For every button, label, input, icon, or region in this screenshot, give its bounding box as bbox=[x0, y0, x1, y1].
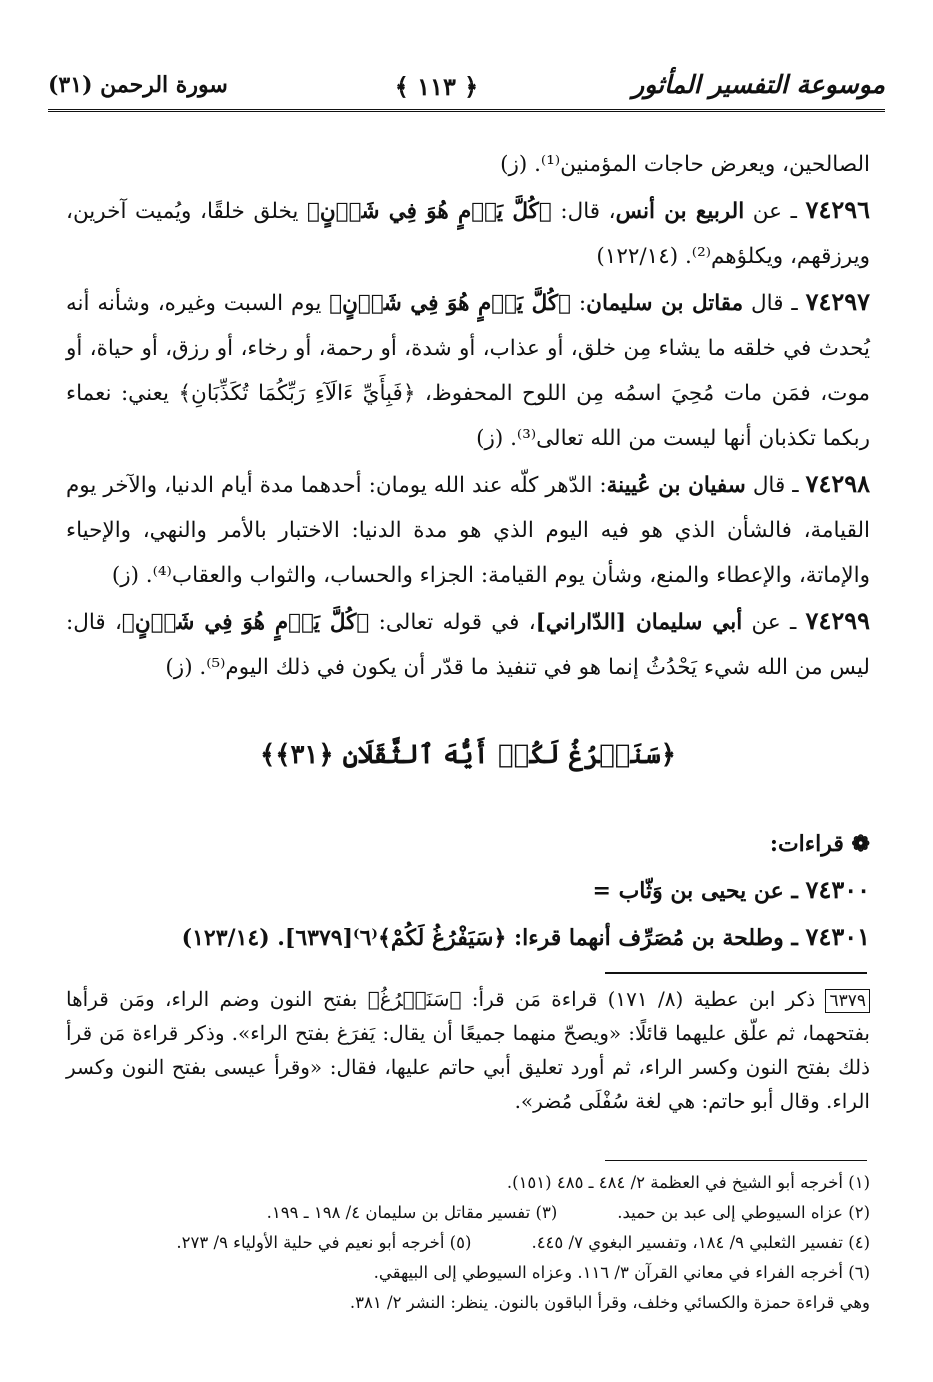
footnote: (٥) أخرجه أبو نعيم في حلية الأولياء ٩/ ٢٧٣. bbox=[176, 1233, 472, 1252]
narration-74299: ٧٤٢٩٩ ـ عن أبي سليمان [الدّاراني]، في قوله تعالى: ﴿كُلَّ يَوۡمٍ هُوَ فِي شَأۡنٍ﴾، قال: ليس من الله شيء يَحْدُثُ إنما هو في تنفيذ ما قدّر أن يكون في ذلك اليوم⁽⁵⁾. (ز) bbox=[66, 606, 870, 680]
note-separator bbox=[605, 972, 867, 974]
header-rule bbox=[48, 109, 885, 112]
page-number: ﴿ ١١٣ ﴾ bbox=[394, 72, 479, 101]
narration-74296: ٧٤٢٩٦ ـ عن الربيع بن أنس، قال: ﴿كُلَّ يَوۡمٍ هُوَ فِي شَأۡنٍ﴾ يخلق خلقًا، ويُميت آخرين، ويرزقهم، ويكلؤهم⁽²⁾. (١٢٢/١٤) bbox=[66, 195, 870, 269]
note-number-box: ٦٣٧٩ bbox=[825, 989, 870, 1013]
page-header bbox=[48, 64, 885, 114]
footnote: (٤) تفسير الثعلبي ٩/ ١٨٤، وتفسير البغوي ٧/ ٤٤٥. bbox=[531, 1233, 870, 1252]
quran-verse: ﴿سَنَفۡرُغُ لَكُمۡ أَيُّهَ ٱلثَّقَلَانِ ﴿٣١﴾﴾ bbox=[259, 740, 676, 770]
main-text bbox=[66, 142, 870, 690]
narration-74298: ٧٤٢٩٨ ـ قال سفيان بن عُيينة: الدّهر كلّه عند الله يومان: أحدهما مدة أيام الدنيا، والآخر يوم القيامة، فالشأن الذي هو فيه اليوم الذي هو مدة الدنيا: الاختبار بالأمر والنهي، والإحياء والإماتة، والإعطاء والمنع، وشأن يوم القيامة: الجزاء والحساب، والثواب والعقاب⁽⁴⁾. (ز) bbox=[66, 469, 870, 588]
editor-note: ٦٣٧٩ ذكر ابن عطية (٨/ ١٧١) قراءة مَن قرأ: ﴿سَنَفۡرُغُ﴾ بفتح النون وضم الراء، ومَن قرأها بفتحهما، ثم علّق عليهما قائلًا: «ويصحّ منهما جميعًا أن يقال: يَفرَغ بفتح الراء». وذكر قراءة مَن قرأ ذلك بفتح النون وكسر الراء، ثم أورد تعليق أبي حاتم عليها، فقال: «وقرأ عيسى بفتح النون وكسر الراء. وقال أبو حاتم: هي لغة سُفْلَى مُضر». bbox=[66, 987, 870, 1113]
book-title: موسوعة التفسير المأثور bbox=[632, 70, 885, 99]
footnote: وهي قراءة حمزة والكسائي وخلف، وقرأ الباقون بالنون. ينظر: النشر ٢/ ٣٨١. bbox=[349, 1293, 870, 1312]
footnote: (٣) تفسير مقاتل بن سليمان ٤/ ١٩٨ ـ ١٩٩. bbox=[266, 1203, 558, 1222]
qiraat-section bbox=[66, 822, 870, 961]
paragraph: الصالحين، ويعرض حاجات المؤمنين⁽¹⁾. (ز) bbox=[500, 152, 870, 177]
narration-74300: ٧٤٣٠٠ ـ عن يحيى بن وَثّاب = bbox=[592, 875, 870, 904]
footnote: (٢) عزاه السيوطي إلى عبد بن حميد. bbox=[617, 1203, 870, 1222]
footnote: (٦) أخرجه الفراء في معاني القرآن ٣/ ١١٦. وعزاه السيوطي إلى البيهقي. bbox=[373, 1263, 870, 1282]
footnote-separator bbox=[605, 1160, 867, 1161]
narration-74297: ٧٤٢٩٧ ـ قال مقاتل بن سليمان: ﴿كُلَّ يَوۡمٍ هُوَ فِي شَأۡنٍ﴾ يوم السبت وغيره، وشأنه أنه يُحدث في خلقه ما يشاء مِن خلق، أو عذاب، أو شدة، أو رحمة، أو رخاء، أو رزق، أو حياة، أو موت، فمَن مات مُحِيَ اسمُه مِن اللوح المحفوظ، ﴿فَبِأَيِّ ءَالَآءِ رَبِّكُمَا تُكَذِّبَانِ﴾ يعني: نعماء ربكما تكذبان أنها ليست من الله تعالى⁽³⁾. (ز) bbox=[66, 287, 871, 451]
surah-title: سورة الرحمن (٣١) bbox=[48, 72, 228, 98]
footnotes bbox=[66, 1168, 870, 1318]
qiraat-heading: ❁ قراءات: bbox=[769, 831, 870, 857]
narration-74301: ٧٤٣٠١ ـ وطلحة بن مُصَرِّف أنهما قرءا: ﴿سَيَفْرُغُ لَكُمْ﴾⁽٦⁾[٦٣٧٩]. (١٢٣/١٤) bbox=[181, 922, 870, 951]
footnote: (١) أخرجه أبو الشيخ في العظمة ٢/ ٤٨٤ ـ ٤٨٥ (١٥١). bbox=[506, 1173, 870, 1192]
